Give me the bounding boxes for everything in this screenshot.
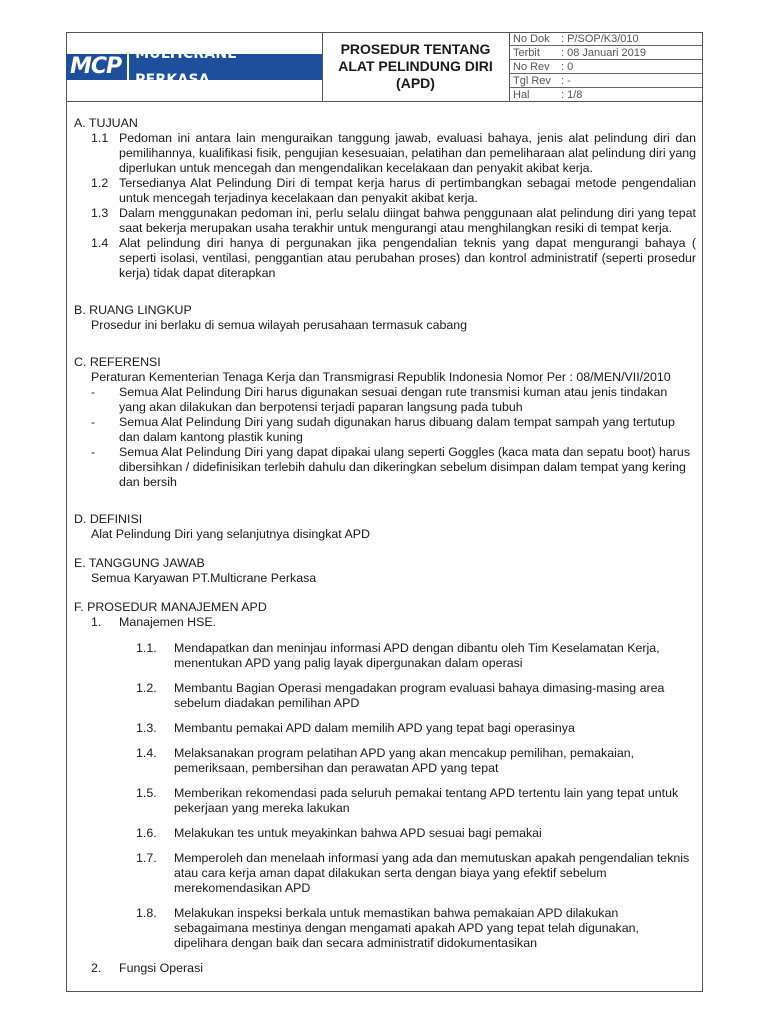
bullet-dash: -	[91, 415, 96, 429]
item-text: Semua Alat Pelindung Diri harus digunakan sesuai dengan rute transmisi kuman atau jenis tindakan yang akan dilakukan dan berpotensi terjadi paparan langsung pada tubuh	[119, 385, 668, 414]
item-number: 1.3.	[136, 721, 157, 735]
list-item	[136, 906, 696, 951]
meta-value: : 08 Januari 2019	[561, 46, 647, 59]
meta-row-terbit	[509, 46, 702, 60]
item-number: 1.4.	[136, 746, 157, 760]
meta-row-hal	[509, 88, 702, 102]
item-number: 1.2.	[136, 681, 157, 695]
list-item	[91, 385, 696, 415]
list-item	[136, 851, 696, 896]
meta-row-no-rev	[509, 60, 702, 74]
item-text: Melakukan inspeksi berkala untuk memastikan bahwa pemakaian APD dilakukan sebagaimana mestinya dengan mengamati apakah APD yang tepat telah digunakan, dipelihara dengan baik dan secara administratif didokumentasikan	[174, 906, 639, 950]
item-text: Fungsi Operasi	[119, 961, 204, 975]
list-item	[136, 641, 696, 671]
item-number: 1.1	[91, 131, 109, 145]
reference-intro: Peraturan Kementerian Tenaga Kerja dan Transmigrasi Republik Indonesia Nomor Per : 08/MEN/VII/2010	[91, 370, 671, 384]
logo-mark: MCP	[70, 54, 129, 80]
section-text: Prosedur ini berlaku di semua wilayah perusahaan termasuk cabang	[91, 318, 468, 332]
title-line-1: PROSEDUR TENTANG	[340, 41, 491, 57]
section-heading: C. REFERENSI	[74, 355, 161, 369]
item-text: Memberikan rekomendasi pada seluruh pemakai tentang APD tertentu lain yang tepat untuk pekerjaan yang mereka lakukan	[174, 786, 679, 815]
item-number: 1.4	[91, 236, 109, 250]
meta-value: : -	[561, 74, 571, 87]
list-item	[91, 176, 696, 206]
item-number: 1.2	[91, 176, 109, 190]
item-text: Melakukan tes untuk meyakinkan bahwa APD sesuai bagi pemakai	[174, 826, 542, 840]
meta-value: : 1/8	[561, 89, 583, 101]
meta-row-no-dok	[509, 32, 702, 46]
meta-label: Tgl Rev	[513, 74, 551, 87]
item-text: Tersedianya Alat Pelindung Diri di tempat kerja harus di pertimbangkan sebagai metode pengendalian untuk mencegah terjadinya kecelakaan dan penyakit akibat kerja.	[119, 176, 696, 205]
section-tanggung-jawab	[74, 556, 696, 586]
item-number: 1.	[91, 615, 102, 629]
list-item	[91, 415, 696, 445]
list-item	[136, 681, 696, 711]
title-line-2: ALAT PELINDUNG DIRI	[338, 58, 493, 74]
list-item	[136, 721, 696, 736]
document-title	[322, 32, 510, 101]
section-referensi	[74, 355, 696, 490]
list-item	[136, 746, 696, 776]
item-text: Melaksanakan program pelatihan APD yang akan mencakup pemilihan, pemakaian, pemeriksaan, pembersihan dan perawatan APD yang tepat	[174, 746, 635, 775]
item-text: Semua Alat Pelindung Diri yang dapat dipakai ulang seperti Goggles (kaca mata dan sepatu boot) harus dibersihkan / didefinisikan terlebih dahulu dan dikeringkan sebelum disimpan dalam tempat yang kering dan bersih	[119, 445, 691, 489]
list-item	[74, 615, 696, 630]
sub-list	[74, 641, 696, 951]
logo-company-name: MULTICRANE PERKASA	[135, 45, 238, 88]
meta-label: No Dok	[513, 32, 550, 45]
meta-value: : P/SOP/K3/010	[561, 32, 639, 45]
item-number: 1.8.	[136, 906, 157, 920]
meta-label: Hal	[513, 89, 530, 101]
item-text: Semua Alat Pelindung Diri yang sudah digunakan harus dibuang dalam tempat sampah yang tertutup dan dalam kantong plastik kuning	[119, 415, 675, 444]
list-item	[91, 445, 696, 490]
item-text: Membantu Bagian Operasi mengadakan program evaluasi bahaya dimasing-masing area sebelum diadakan pemilihan APD	[174, 681, 665, 710]
title-line-3: (APD)	[396, 75, 435, 91]
section-heading: A. TUJUAN	[74, 116, 138, 130]
list-item	[136, 826, 696, 841]
item-text: Pedoman ini antara lain menguraikan tanggung jawab, evaluasi bahaya, jenis alat pelindung diri dan pemilihannya, kualifikasi fisik, pengujian kesesuaian, pelatihan dan pemeliharaan alat pelindung diri yang diperlukan untuk mencegah dan mengendalikan kecelakaan dan penyakit akibat kerja.	[119, 131, 696, 175]
logo-cell	[66, 32, 323, 101]
item-text: Manajemen HSE.	[119, 615, 217, 629]
document-body	[74, 116, 696, 976]
section-definisi	[74, 512, 696, 542]
item-number: 1.5.	[136, 786, 157, 800]
item-text: Dalam menggunakan pedoman ini, perlu selalu diingat bahwa penggunaan alat pelindung diri yang tepat saat bekerja merupakan usaha terakhir untuk mengurangi atau menghilangkan resiki di tempat kerja.	[119, 206, 696, 235]
section-text: Semua Karyawan PT.Multicrane Perkasa	[91, 571, 317, 585]
document-meta	[509, 32, 702, 101]
section-prosedur	[74, 600, 696, 976]
list-item	[136, 786, 696, 816]
list-item	[91, 236, 696, 281]
bullet-dash: -	[91, 385, 96, 399]
item-text: Membantu pemakai APD dalam memilih APD yang tepat bagi operasinya	[174, 721, 575, 735]
section-text: Alat Pelindung Diri yang selanjutnya disingkat APD	[91, 527, 370, 541]
item-text: Memperoleh dan menelaah informasi yang ada dan memutuskan apakah pengendalian teknis atau cara kerja aman dapat dilakukan serta dengan biaya yang efektif sebelum merekomendasikan APD	[174, 851, 690, 895]
meta-label: Terbit	[513, 46, 540, 59]
item-number: 1.3	[91, 206, 109, 220]
section-heading: E. TANGGUNG JAWAB	[74, 556, 205, 570]
meta-value: : 0	[561, 60, 574, 73]
list-item	[74, 961, 696, 976]
section-heading: D. DEFINISI	[74, 512, 143, 526]
item-number: 1.7.	[136, 851, 157, 865]
section-tujuan	[74, 116, 696, 281]
meta-row-tgl-rev	[509, 74, 702, 88]
item-number: 2.	[91, 961, 102, 975]
meta-label: No Rev	[513, 60, 550, 73]
list-item	[91, 131, 696, 176]
item-text: Mendapatkan dan meninjau informasi APD dengan dibantu oleh Tim Keselamatan Kerja, menentukan APD yang palig layak dipergunakan dalam operasi	[174, 641, 660, 670]
list-item	[91, 206, 696, 236]
section-heading: F. PROSEDUR MANAJEMEN APD	[74, 600, 267, 614]
bullet-dash: -	[91, 445, 96, 459]
section-heading: B. RUANG LINGKUP	[74, 303, 192, 317]
section-ruang-lingkup	[74, 303, 696, 333]
document-header	[66, 32, 703, 102]
item-number: 1.6.	[136, 826, 157, 840]
item-text: Alat pelindung diri hanya di pergunakan jika pengendalian teknis yang dapat mengurangi bahaya ( seperti isolasi, ventilasi, penggantian atau perubahan proses) dan kontrol administratif (seperti prosedur kerja) tidak dapat diterapkan	[119, 236, 696, 280]
company-logo	[66, 45, 322, 88]
item-number: 1.1.	[136, 641, 157, 655]
